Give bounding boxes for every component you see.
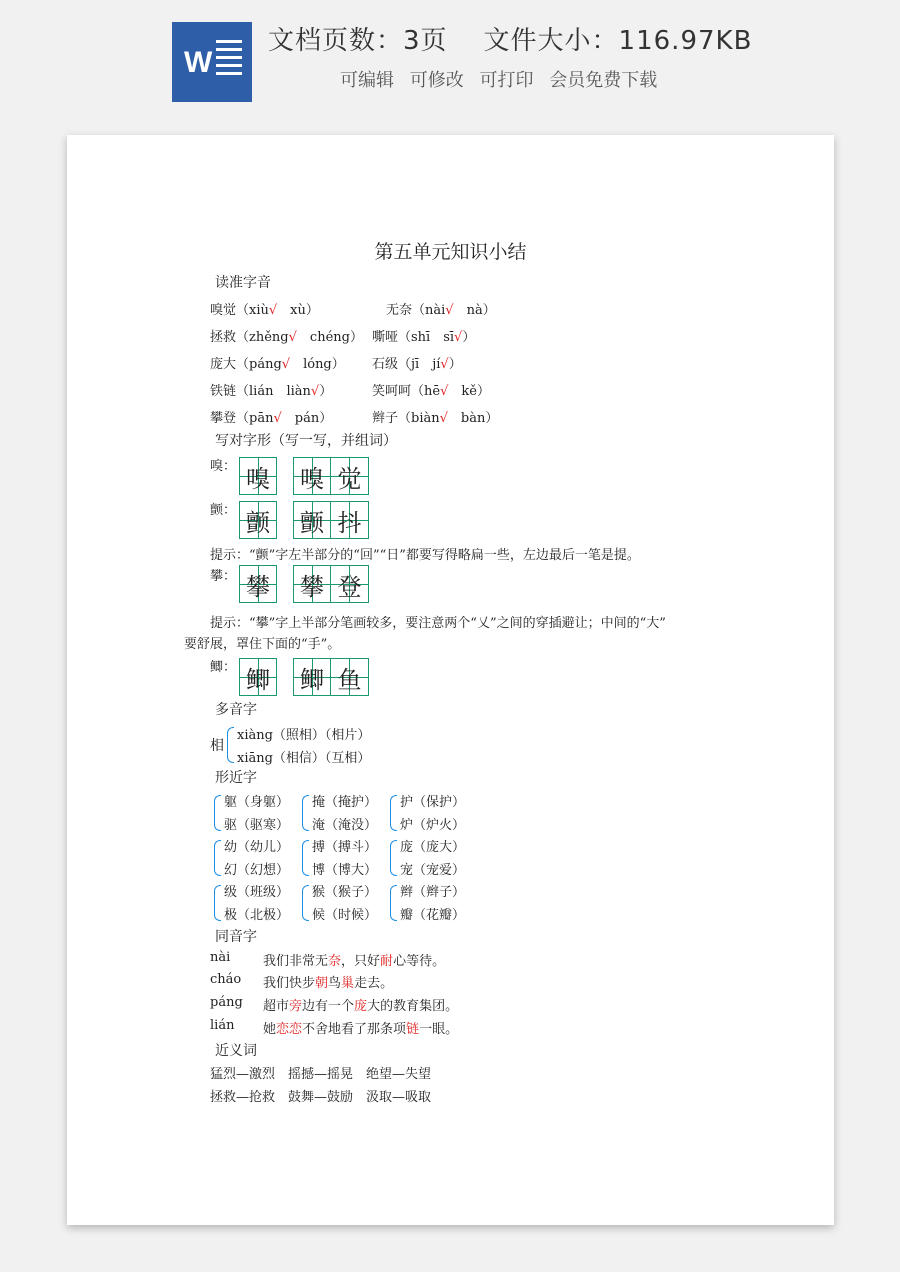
polyphone-row: xiāng（相信）（互相） — [237, 751, 371, 766]
feature-editable: 可编辑 — [340, 70, 394, 91]
brace-icon — [390, 795, 397, 831]
file-info — [268, 20, 752, 57]
document-page — [67, 135, 834, 1225]
section-similar: 形近字 — [215, 770, 257, 786]
writing-grid: 嗅 — [239, 457, 277, 495]
feature-printable: 可打印 — [479, 70, 534, 91]
feature-list — [340, 66, 667, 92]
page-count: 文档页数：3页 — [268, 26, 448, 56]
similar-item: 瓣（花瓣） — [400, 908, 466, 923]
synonym-row: 拯救—抢救 鼓舞—鼓励 汲取—吸取 — [210, 1090, 432, 1105]
similar-item: 极（北极） — [224, 908, 290, 923]
writing-grid: 颤 抖 — [293, 501, 369, 539]
homophone-row: nài 我们非常无奈，只好耐心等待。 — [210, 950, 446, 969]
similar-item: 掩（掩护） — [312, 795, 378, 810]
writing-grid: 攀 登 — [293, 565, 369, 603]
section-write: 写对字形（写一写，并组词） — [215, 433, 397, 449]
section-polyphone: 多音字 — [215, 702, 257, 718]
writing-grid: 颤 — [239, 501, 277, 539]
brace-icon — [214, 795, 221, 831]
brace-icon — [390, 840, 397, 876]
similar-item: 庞（庞大） — [400, 840, 466, 855]
header-banner — [0, 0, 900, 120]
brace-icon — [302, 840, 309, 876]
page-title: 第五单元知识小结 — [374, 241, 527, 263]
writing-grid: 鲫 鱼 — [293, 658, 369, 696]
writing-grid: 鲫 — [239, 658, 277, 696]
brace-icon — [302, 885, 309, 921]
char-label: 颤： — [210, 503, 237, 518]
read-row: 嗅觉（xiù√ xù） 无奈（nài√ nà） — [210, 303, 496, 318]
similar-item: 搏（搏斗） — [312, 840, 378, 855]
similar-item: 躯（身躯） — [224, 795, 290, 810]
tip-text: 提示：“颤”字左半部分的“回”“日”都要写得略扁一些，左边最后一笔是提。 — [210, 548, 640, 563]
section-synonym: 近义词 — [215, 1043, 257, 1059]
similar-item: 护（保护） — [400, 795, 466, 810]
similar-item: 辫（辫子） — [400, 885, 466, 900]
similar-item: 驱（驱寒） — [224, 818, 290, 833]
writing-grid: 攀 — [239, 565, 277, 603]
similar-item: 幻（幻想） — [224, 863, 290, 878]
read-row: 庞大（páng√ lóng） 石级（jī jí√） — [210, 357, 462, 372]
char-label: 嗅： — [210, 459, 237, 474]
homophone-row: lián 她恋恋不舍地看了那条项链一眼。 — [210, 1018, 459, 1037]
word-icon: W — [172, 22, 252, 102]
feature-download: 会员免费下载 — [549, 70, 658, 91]
polyphone-char: 相 — [210, 738, 224, 754]
similar-item: 猴（猴子） — [312, 885, 378, 900]
brace-icon — [390, 885, 397, 921]
synonym-row: 猛烈—激烈 摇撼—摇晃 绝望—失望 — [210, 1067, 432, 1082]
similar-item: 博（博大） — [312, 863, 378, 878]
read-row: 拯救（zhěng√ chéng） 嘶哑（shī sī√） — [210, 330, 476, 345]
similar-item: 幼（幼儿） — [224, 840, 290, 855]
tip-text: 提示：“攀”字上半部分笔画较多，要注意两个“乂”之间的穿插避让；中间的“大” — [210, 616, 666, 631]
homophone-row: páng 超市旁边有一个庞大的教育集团。 — [210, 995, 459, 1014]
similar-item: 炉（炉火） — [400, 818, 466, 833]
writing-grid: 嗅 觉 — [293, 457, 369, 495]
tip-text: 要舒展，罩住下面的“手”。 — [184, 637, 341, 652]
polyphone-row: xiàng（照相）（相片） — [237, 728, 371, 743]
file-size: 文件大小：116.97KB — [483, 26, 753, 56]
section-homophone: 同音字 — [215, 929, 257, 945]
similar-item: 宠（宠爱） — [400, 863, 466, 878]
feature-modifiable: 可修改 — [409, 70, 464, 91]
similar-item: 候（时候） — [312, 908, 378, 923]
homophone-row: cháo 我们快步朝鸟巢走去。 — [210, 972, 394, 991]
brace-icon — [227, 727, 234, 763]
similar-item: 级（班级） — [224, 885, 290, 900]
similar-item: 淹（淹没） — [312, 818, 378, 833]
read-row: 铁链（lián liàn√） 笑呵呵（hē√ kě） — [210, 384, 490, 399]
char-label: 攀： — [210, 569, 237, 584]
read-row: 攀登（pān√ pán） 辫子（biàn√ bàn） — [210, 411, 499, 426]
brace-icon — [214, 885, 221, 921]
char-label: 鲫： — [210, 660, 237, 675]
brace-icon — [214, 840, 221, 876]
brace-icon — [302, 795, 309, 831]
section-read: 读准字音 — [215, 275, 271, 291]
